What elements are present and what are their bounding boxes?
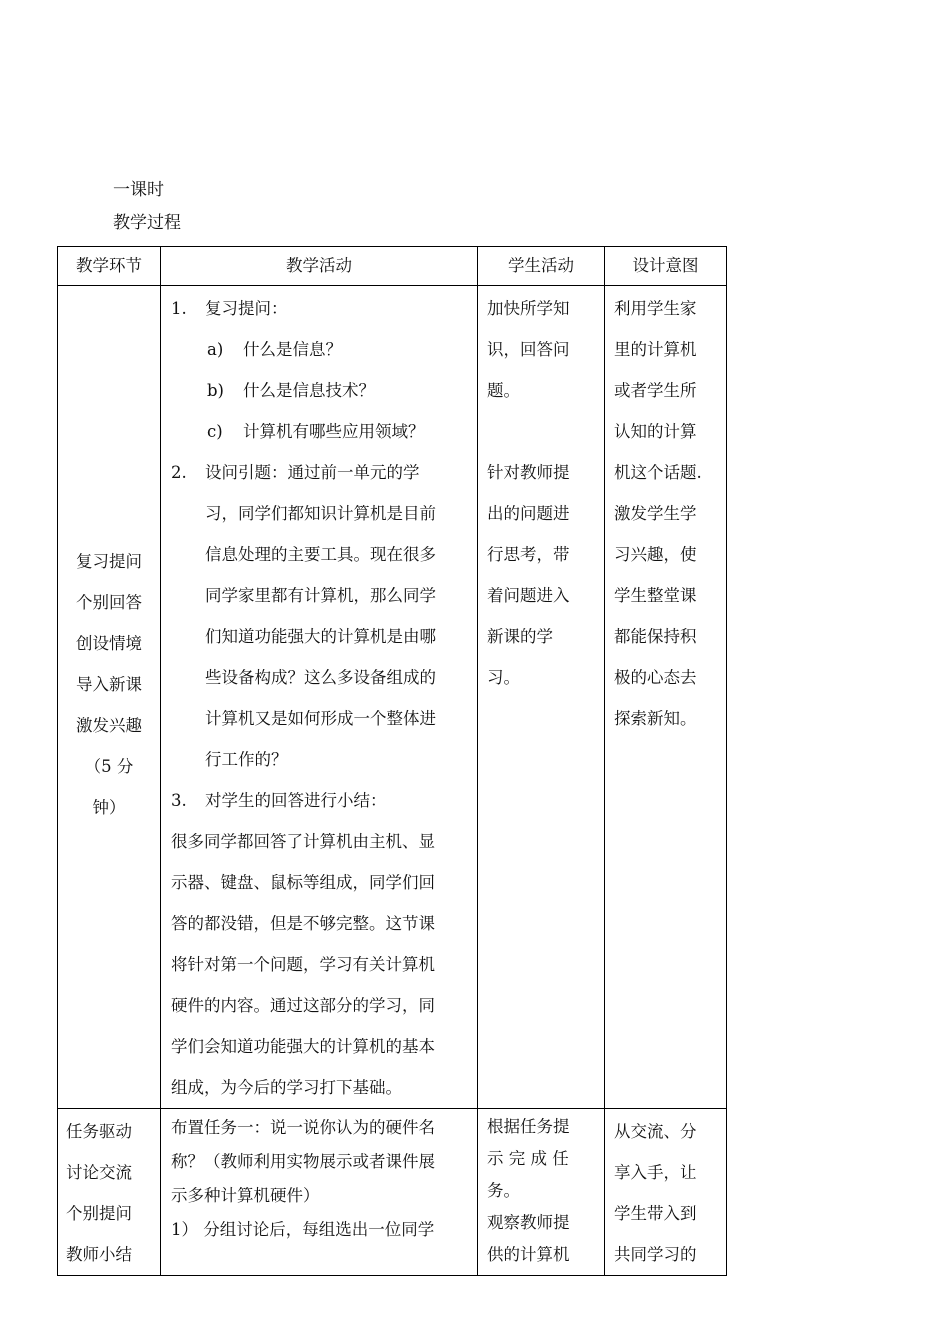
stage-line: 复习提问: [76, 552, 142, 571]
student-blank-line: [487, 411, 596, 452]
summary-line: 硬件的内容。通过这部分的学习，同: [171, 996, 435, 1015]
column-header-intent: 设计意图: [605, 247, 727, 286]
student-line: 识，回答问: [487, 340, 570, 359]
activity-text-line: 示多种计算机硬件）: [171, 1186, 320, 1205]
stage-line: 个别回答: [76, 593, 142, 612]
summary-line: 组成，为今后的学习打下基础。: [171, 1078, 402, 1097]
activity-cell: [161, 1109, 478, 1276]
activity-text-line: 称？（教师利用实物展示或者课件展: [171, 1152, 435, 1171]
table-row: [58, 1109, 727, 1276]
student-line: 着问题进入: [487, 586, 570, 605]
stage-line: 讨论交流: [66, 1163, 132, 1182]
stage-line: 钟）: [92, 798, 126, 817]
activity-cell: [161, 286, 478, 1109]
activity-text-line: 行工作的？: [205, 750, 288, 769]
summary-line: 将针对第一个问题，学习有关计算机: [171, 955, 435, 974]
summary-line: 答的都没错，但是不够完整。这节课: [171, 914, 435, 933]
table-row: [58, 286, 727, 1109]
activity-subitem: b) 什么是信息技术？: [207, 381, 375, 400]
activity-text-line: 布置任务一：说一说你认为的硬件名: [171, 1118, 435, 1137]
activity-text-line: 计算机又是如何形成一个整体进: [205, 709, 436, 728]
activity-text-line: 同学家里都有计算机，那么同学: [205, 586, 436, 605]
column-header-activity: 教学活动: [161, 247, 478, 286]
intent-line: 学生带入到: [614, 1204, 697, 1223]
intent-line: 从交流、分: [614, 1122, 697, 1141]
intent-line: 习兴趣，使: [614, 545, 697, 564]
column-header-stage: 教学环节: [58, 247, 161, 286]
stage-line: 教师小结: [66, 1245, 132, 1264]
intent-line: 探索新知。: [614, 709, 697, 728]
table-header-row: [58, 247, 727, 286]
activity-subitem: c) 计算机有哪些应用领域？: [207, 422, 425, 441]
summary-line: 学们会知道功能强大的计算机的基本: [171, 1037, 435, 1056]
student-line: 务。: [487, 1181, 520, 1200]
student-line: 示 完 成 任: [487, 1149, 569, 1168]
intent-cell: [605, 286, 727, 1109]
student-line: 供的计算机: [487, 1245, 570, 1264]
student-line: 新课的学: [487, 627, 553, 646]
intent-line: 学生整堂课: [614, 586, 697, 605]
intent-line: 或者学生所: [614, 381, 697, 400]
stage-cell: [58, 286, 161, 1109]
student-line: 根据任务提: [487, 1117, 570, 1136]
activity-item: 1. 复习提问：: [171, 299, 288, 318]
intent-line: 机这个话题.: [614, 463, 702, 482]
activity-item: 3. 对学生的回答进行小结：: [171, 791, 387, 810]
section-title: 教学过程: [113, 213, 181, 233]
intent-line: 都能保持积: [614, 627, 697, 646]
student-line: 加快所学知: [487, 299, 570, 318]
teaching-process-table: [57, 246, 727, 1276]
stage-line: 任务驱动: [66, 1122, 132, 1141]
intent-line: 利用学生家: [614, 299, 697, 318]
student-line: 行思考，带: [487, 545, 570, 564]
intent-line: 认知的计算: [614, 422, 697, 441]
activity-text-line: 些设备构成？这么多设备组成的: [205, 668, 436, 687]
intent-line: 极的心态去: [614, 668, 697, 687]
student-cell: [478, 286, 605, 1109]
student-line: 观察教师提: [487, 1213, 570, 1232]
summary-line: 示器、键盘、鼠标等组成，同学们回: [171, 873, 435, 892]
activity-item: 2. 设问引题：通过前一单元的学: [171, 463, 420, 482]
stage-line: 个别提问: [66, 1204, 132, 1223]
intent-cell: [605, 1109, 727, 1276]
student-line: 题。: [487, 381, 520, 400]
lesson-period: 一课时: [113, 180, 164, 200]
summary-line: 很多同学都回答了计算机由主机、显: [171, 832, 435, 851]
intent-line: 共同学习的: [614, 1245, 697, 1264]
student-cell: [478, 1109, 605, 1276]
stage-line: 创设情境: [76, 634, 142, 653]
activity-text-line: 习，同学们都知识计算机是目前: [205, 504, 436, 523]
intent-line: 激发学生学: [614, 504, 697, 523]
stage-line: （5 分: [84, 757, 134, 776]
stage-line: 激发兴趣: [76, 716, 142, 735]
intent-line: 里的计算机: [614, 340, 697, 359]
student-line: 出的问题进: [487, 504, 570, 523]
student-line: 针对教师提: [487, 463, 570, 482]
activity-text-line: 信息处理的主要工具。现在很多: [205, 545, 436, 564]
student-line: 习。: [487, 668, 520, 687]
column-header-student: 学生活动: [478, 247, 605, 286]
stage-line: 导入新课: [76, 675, 142, 694]
activity-text-line: 1） 分组讨论后，每组选出一位同学: [171, 1220, 435, 1239]
activity-text-line: 们知道功能强大的计算机是由哪: [205, 627, 436, 646]
intent-line: 享入手，让: [614, 1163, 697, 1182]
stage-cell: [58, 1109, 161, 1276]
activity-subitem: a) 什么是信息？: [207, 340, 342, 359]
